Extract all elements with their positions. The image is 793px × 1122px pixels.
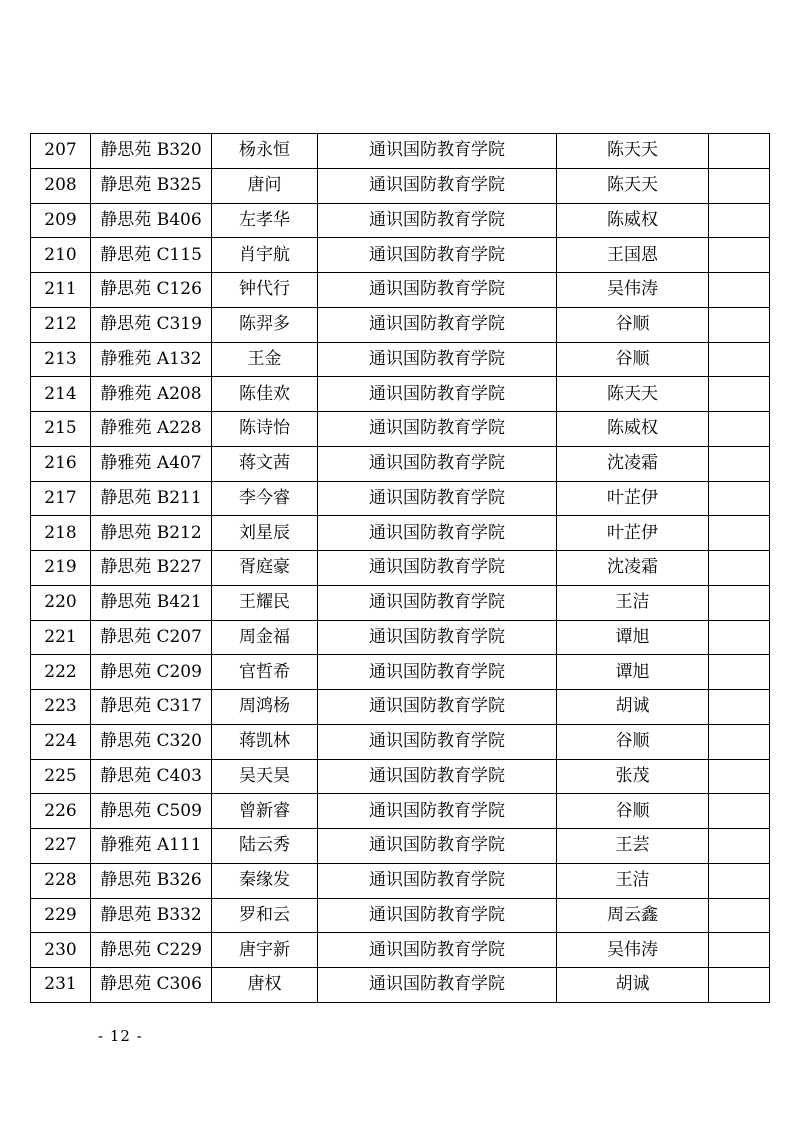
row-number-cell: 208 (31, 168, 91, 203)
dorm-room-cell: 静思苑 B421 (91, 585, 212, 620)
student-name-cell: 官哲希 (212, 655, 318, 690)
college-cell: 通识国防教育学院 (318, 481, 557, 516)
dorm-room-cell: 静思苑 B325 (91, 168, 212, 203)
college-cell: 通识国防教育学院 (318, 342, 557, 377)
student-name-cell: 吴天昊 (212, 759, 318, 794)
college-cell: 通识国防教育学院 (318, 933, 557, 968)
dorm-room-cell: 静思苑 B332 (91, 898, 212, 933)
counselor-cell: 谭旭 (557, 620, 709, 655)
remarks-cell (709, 690, 770, 725)
college-cell: 通识国防教育学院 (318, 968, 557, 1003)
row-number-cell: 207 (31, 134, 91, 169)
student-name-cell: 陈羿多 (212, 307, 318, 342)
counselor-cell: 王芸 (557, 829, 709, 864)
student-name-cell: 胥庭豪 (212, 551, 318, 586)
remarks-cell (709, 412, 770, 447)
remarks-cell (709, 968, 770, 1003)
remarks-cell (709, 933, 770, 968)
remarks-cell (709, 238, 770, 273)
table-row (31, 481, 770, 516)
student-name-cell: 周金福 (212, 620, 318, 655)
row-number-cell: 223 (31, 690, 91, 725)
table-row (31, 759, 770, 794)
roster-table (30, 133, 770, 1003)
dorm-room-cell: 静思苑 C229 (91, 933, 212, 968)
dorm-room-cell: 静思苑 B227 (91, 551, 212, 586)
counselor-cell: 胡诚 (557, 968, 709, 1003)
student-name-cell: 杨永恒 (212, 134, 318, 169)
counselor-cell: 王洁 (557, 585, 709, 620)
college-cell: 通识国防教育学院 (318, 446, 557, 481)
row-number-cell: 214 (31, 377, 91, 412)
student-name-cell: 刘星辰 (212, 516, 318, 551)
college-cell: 通识国防教育学院 (318, 585, 557, 620)
counselor-cell: 陈天天 (557, 168, 709, 203)
counselor-cell: 谷顺 (557, 794, 709, 829)
dorm-room-cell: 静思苑 C209 (91, 655, 212, 690)
table-row (31, 724, 770, 759)
table-row (31, 307, 770, 342)
college-cell: 通识国防教育学院 (318, 203, 557, 238)
college-cell: 通识国防教育学院 (318, 238, 557, 273)
table-row (31, 238, 770, 273)
student-name-cell: 王耀民 (212, 585, 318, 620)
row-number-cell: 220 (31, 585, 91, 620)
table-row (31, 829, 770, 864)
student-name-cell: 蒋文茜 (212, 446, 318, 481)
remarks-cell (709, 655, 770, 690)
remarks-cell (709, 551, 770, 586)
table-row (31, 585, 770, 620)
counselor-cell: 沈凌霜 (557, 446, 709, 481)
counselor-cell: 谷顺 (557, 307, 709, 342)
remarks-cell (709, 898, 770, 933)
student-name-cell: 左孝华 (212, 203, 318, 238)
student-name-cell: 陈佳欢 (212, 377, 318, 412)
college-cell: 通识国防教育学院 (318, 551, 557, 586)
dorm-room-cell: 静思苑 C403 (91, 759, 212, 794)
student-name-cell: 罗和云 (212, 898, 318, 933)
student-name-cell: 钟代行 (212, 273, 318, 308)
row-number-cell: 210 (31, 238, 91, 273)
remarks-cell (709, 863, 770, 898)
counselor-cell: 张茂 (557, 759, 709, 794)
student-name-cell: 唐宇新 (212, 933, 318, 968)
table-row (31, 516, 770, 551)
counselor-cell: 陈威权 (557, 203, 709, 238)
college-cell: 通识国防教育学院 (318, 898, 557, 933)
remarks-cell (709, 516, 770, 551)
remarks-cell (709, 620, 770, 655)
student-name-cell: 曾新睿 (212, 794, 318, 829)
counselor-cell: 叶芷伊 (557, 516, 709, 551)
counselor-cell: 吴伟涛 (557, 933, 709, 968)
college-cell: 通识国防教育学院 (318, 829, 557, 864)
table-row (31, 620, 770, 655)
row-number-cell: 222 (31, 655, 91, 690)
dorm-room-cell: 静思苑 B211 (91, 481, 212, 516)
counselor-cell: 王国恩 (557, 238, 709, 273)
table-row (31, 794, 770, 829)
table-row (31, 273, 770, 308)
student-name-cell: 周鸿杨 (212, 690, 318, 725)
college-cell: 通识国防教育学院 (318, 412, 557, 447)
dorm-room-cell: 静思苑 C320 (91, 724, 212, 759)
table-row (31, 134, 770, 169)
college-cell: 通识国防教育学院 (318, 307, 557, 342)
row-number-cell: 224 (31, 724, 91, 759)
row-number-cell: 221 (31, 620, 91, 655)
student-name-cell: 陆云秀 (212, 829, 318, 864)
dorm-room-cell: 静思苑 C306 (91, 968, 212, 1003)
college-cell: 通识国防教育学院 (318, 168, 557, 203)
student-name-cell: 唐问 (212, 168, 318, 203)
counselor-cell: 陈天天 (557, 134, 709, 169)
dorm-room-cell: 静思苑 C319 (91, 307, 212, 342)
row-number-cell: 229 (31, 898, 91, 933)
college-cell: 通识国防教育学院 (318, 759, 557, 794)
table-row (31, 863, 770, 898)
table-row (31, 377, 770, 412)
page-number: - 12 - (98, 1027, 143, 1045)
row-number-cell: 228 (31, 863, 91, 898)
student-name-cell: 秦缘发 (212, 863, 318, 898)
counselor-cell: 谷顺 (557, 724, 709, 759)
college-cell: 通识国防教育学院 (318, 655, 557, 690)
college-cell: 通识国防教育学院 (318, 134, 557, 169)
remarks-cell (709, 585, 770, 620)
student-name-cell: 王金 (212, 342, 318, 377)
dorm-room-cell: 静思苑 C115 (91, 238, 212, 273)
table-row (31, 203, 770, 238)
dorm-room-cell: 静雅苑 A111 (91, 829, 212, 864)
college-cell: 通识国防教育学院 (318, 377, 557, 412)
remarks-cell (709, 134, 770, 169)
student-name-cell: 李今睿 (212, 481, 318, 516)
remarks-cell (709, 377, 770, 412)
counselor-cell: 谷顺 (557, 342, 709, 377)
counselor-cell: 王洁 (557, 863, 709, 898)
row-number-cell: 215 (31, 412, 91, 447)
row-number-cell: 216 (31, 446, 91, 481)
table-row (31, 898, 770, 933)
college-cell: 通识国防教育学院 (318, 516, 557, 551)
table-row (31, 655, 770, 690)
college-cell: 通识国防教育学院 (318, 724, 557, 759)
college-cell: 通识国防教育学院 (318, 863, 557, 898)
table-row (31, 168, 770, 203)
remarks-cell (709, 446, 770, 481)
dorm-room-cell: 静思苑 B406 (91, 203, 212, 238)
dorm-room-cell: 静思苑 B320 (91, 134, 212, 169)
remarks-cell (709, 307, 770, 342)
counselor-cell: 吴伟涛 (557, 273, 709, 308)
remarks-cell (709, 794, 770, 829)
roster-body (31, 134, 770, 1003)
counselor-cell: 陈天天 (557, 377, 709, 412)
counselor-cell: 周云鑫 (557, 898, 709, 933)
counselor-cell: 陈威权 (557, 412, 709, 447)
counselor-cell: 胡诚 (557, 690, 709, 725)
row-number-cell: 219 (31, 551, 91, 586)
row-number-cell: 230 (31, 933, 91, 968)
row-number-cell: 213 (31, 342, 91, 377)
table-row (31, 690, 770, 725)
counselor-cell: 叶芷伊 (557, 481, 709, 516)
remarks-cell (709, 168, 770, 203)
counselor-cell: 谭旭 (557, 655, 709, 690)
table-row (31, 551, 770, 586)
dorm-room-cell: 静思苑 C509 (91, 794, 212, 829)
row-number-cell: 226 (31, 794, 91, 829)
row-number-cell: 225 (31, 759, 91, 794)
row-number-cell: 217 (31, 481, 91, 516)
remarks-cell (709, 273, 770, 308)
table-row (31, 412, 770, 447)
table-row (31, 446, 770, 481)
student-name-cell: 陈诗怡 (212, 412, 318, 447)
dorm-room-cell: 静思苑 C126 (91, 273, 212, 308)
counselor-cell: 沈凌霜 (557, 551, 709, 586)
remarks-cell (709, 203, 770, 238)
student-name-cell: 蒋凯林 (212, 724, 318, 759)
row-number-cell: 227 (31, 829, 91, 864)
dorm-room-cell: 静雅苑 A407 (91, 446, 212, 481)
dorm-room-cell: 静雅苑 A208 (91, 377, 212, 412)
dorm-room-cell: 静思苑 C207 (91, 620, 212, 655)
table-row (31, 342, 770, 377)
row-number-cell: 211 (31, 273, 91, 308)
remarks-cell (709, 342, 770, 377)
row-number-cell: 209 (31, 203, 91, 238)
student-name-cell: 唐权 (212, 968, 318, 1003)
dorm-room-cell: 静雅苑 A228 (91, 412, 212, 447)
dorm-room-cell: 静思苑 C317 (91, 690, 212, 725)
dorm-room-cell: 静雅苑 A132 (91, 342, 212, 377)
table-row (31, 968, 770, 1003)
dorm-room-cell: 静思苑 B212 (91, 516, 212, 551)
row-number-cell: 212 (31, 307, 91, 342)
row-number-cell: 231 (31, 968, 91, 1003)
remarks-cell (709, 481, 770, 516)
college-cell: 通识国防教育学院 (318, 273, 557, 308)
student-name-cell: 肖宇航 (212, 238, 318, 273)
remarks-cell (709, 724, 770, 759)
dorm-room-cell: 静思苑 B326 (91, 863, 212, 898)
college-cell: 通识国防教育学院 (318, 794, 557, 829)
college-cell: 通识国防教育学院 (318, 620, 557, 655)
table-row (31, 933, 770, 968)
remarks-cell (709, 829, 770, 864)
row-number-cell: 218 (31, 516, 91, 551)
college-cell: 通识国防教育学院 (318, 690, 557, 725)
remarks-cell (709, 759, 770, 794)
